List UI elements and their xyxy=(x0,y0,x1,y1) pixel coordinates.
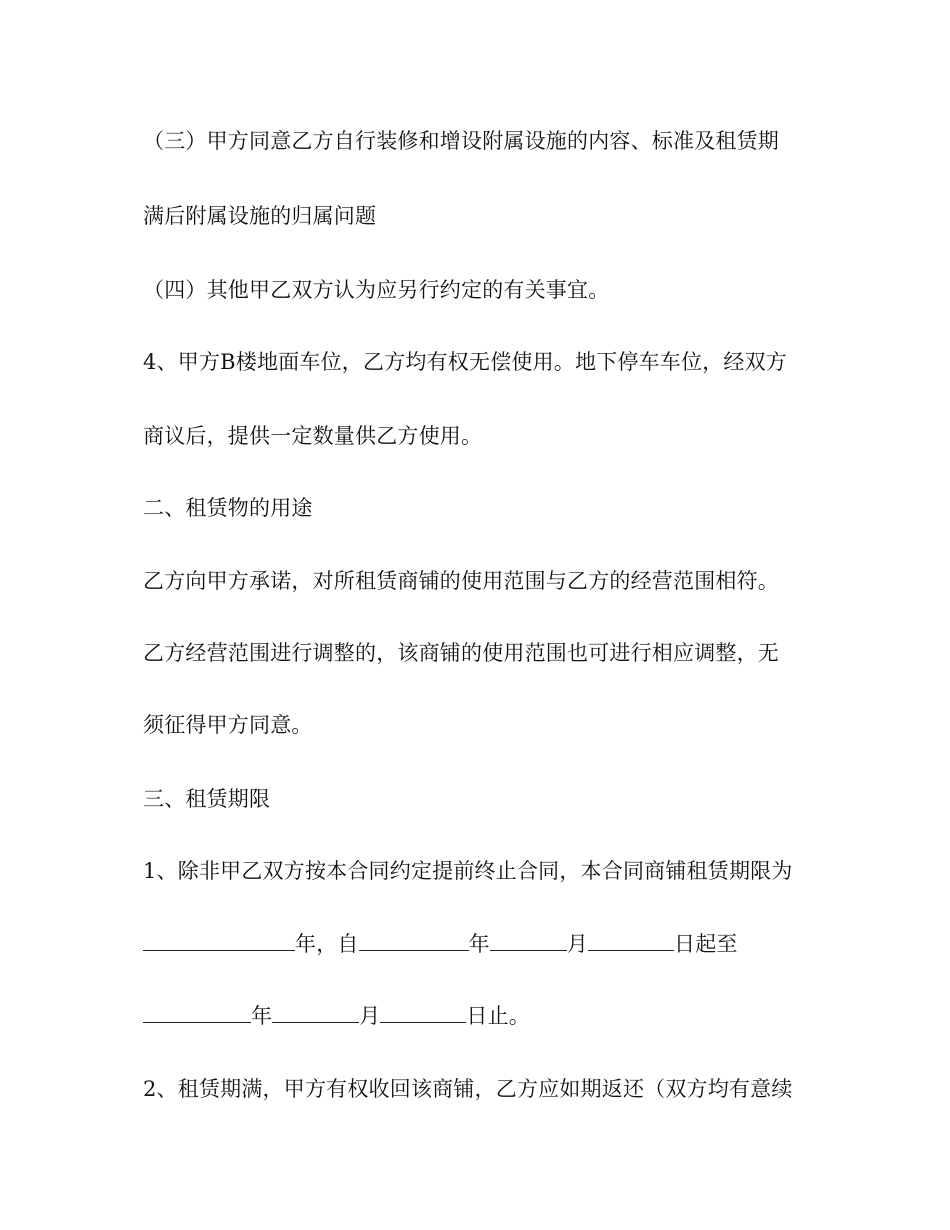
item-4-line-2: 商议后，提供一定数量供乙方使用。 xyxy=(143,424,483,448)
usage-line-1: 乙方向甲方承诺，对所租赁商铺的使用范围与乙方的经营范围相符。 xyxy=(143,569,779,593)
blank-start-day[interactable] xyxy=(588,930,674,951)
end-label-month: 月 xyxy=(359,1004,381,1028)
blank-start-month[interactable] xyxy=(490,930,567,951)
section-2-heading: 二、租赁物的用途 xyxy=(143,496,313,520)
term-item-1-line-2 xyxy=(143,929,738,959)
clause-4-line: （四）其他甲乙双方认为应另行约定的有关事宜。 xyxy=(143,278,610,302)
end-label-day-stop: 日止。 xyxy=(466,1004,531,1028)
usage-line-2: 乙方经营范围进行调整的，该商铺的使用范围也可进行相应调整，无 xyxy=(143,641,779,665)
item-4-line-1: 4、甲方B楼地面车位，乙方均有权无偿使用。地下停车车位，经双方 xyxy=(143,350,787,374)
blank-start-year[interactable] xyxy=(359,930,469,951)
term-item-1-line-1: 1、除非甲乙双方按本合同约定提前终止合同，本合同商铺租赁期限为 xyxy=(143,859,793,883)
section-3-heading: 三、租赁期限 xyxy=(143,787,271,811)
clause-3-line-1: （三）甲方同意乙方自行装修和增设附属设施的内容、标准及租赁期 xyxy=(143,129,779,153)
term-label-years-from: 年，自 xyxy=(295,932,359,956)
blank-term-years[interactable] xyxy=(143,930,295,951)
usage-line-3: 须征得甲方同意。 xyxy=(143,713,313,737)
term-label-day-from: 日起至 xyxy=(674,932,738,956)
term-item-2-line-1: 2、租赁期满，甲方有权收回该商铺，乙方应如期返还（双方均有意续 xyxy=(143,1077,793,1101)
blank-end-year[interactable] xyxy=(143,1002,251,1023)
blank-end-month[interactable] xyxy=(272,1002,359,1023)
term-label-year: 年 xyxy=(468,932,490,956)
term-item-1-line-3 xyxy=(143,1001,530,1031)
blank-end-day[interactable] xyxy=(380,1002,466,1023)
clause-3-line-2: 满后附属设施的归属问题 xyxy=(143,204,377,228)
term-label-month: 月 xyxy=(566,932,589,956)
end-label-year: 年 xyxy=(251,1004,273,1028)
